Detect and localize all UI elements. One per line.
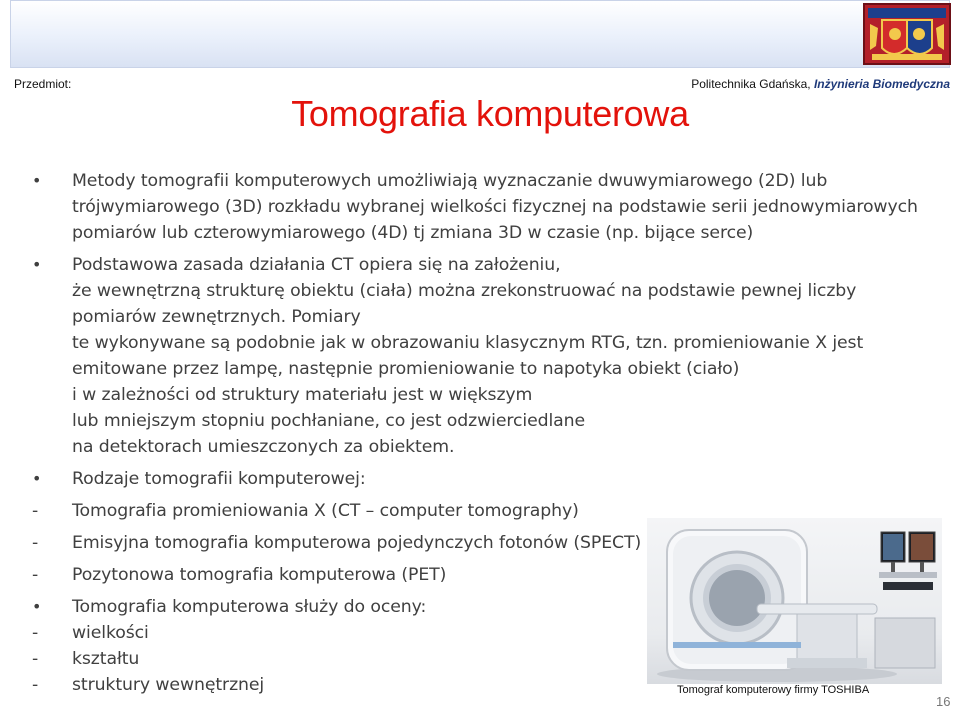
line-text: struktury wewnętrznej <box>72 675 265 695</box>
list-item <box>30 434 930 460</box>
line-text: Tomografia komputerowa służy do oceny: <box>72 597 427 617</box>
dash-mark: - <box>32 675 39 695</box>
line-text: pomiarów lub czterowymiarowego (4D) tj zmiana 3D w czasie (np. bijące serce) <box>72 223 754 243</box>
list-item <box>30 330 930 356</box>
slide-title: Tomografia komputerowa <box>291 93 689 134</box>
list-item <box>30 220 930 246</box>
line-text: lub mniejszym stopniu pochłaniane, co jest odzwierciedlane <box>72 411 586 431</box>
line-text: trójwymiarowego (3D) rozkładu wybranej wielkości fizycznej na podstawie serii jednowymiarowych <box>72 197 918 217</box>
list-item <box>30 278 930 304</box>
line-text: Metody tomografii komputerowych umożliwiają wyznaczanie dwuwymiarowego (2D) lub <box>72 171 828 191</box>
ct-scanner-photo <box>647 518 942 684</box>
faculty-name: Inżynieria Biomedyczna <box>813 77 950 91</box>
header-banner <box>10 0 950 68</box>
ct-scanner-icon <box>647 518 942 684</box>
bullet-mark: • <box>32 255 42 274</box>
university-crest-icon <box>862 2 952 66</box>
dash-mark: - <box>32 533 39 553</box>
list-item <box>30 408 930 434</box>
university-name: Politechnika Gdańska, <box>691 77 814 91</box>
list-item <box>30 304 930 330</box>
dash-mark: - <box>32 649 39 669</box>
line-text: Pozytonowa tomografia komputerowa (PET) <box>72 565 447 585</box>
page-number: 16 <box>936 694 951 709</box>
dash-mark: - <box>32 501 39 521</box>
figure-caption: Tomograf komputerowy firmy TOSHIBA <box>677 684 870 696</box>
list-item <box>30 382 930 408</box>
list-item <box>30 356 930 382</box>
dash-mark: - <box>32 623 39 643</box>
subject-label: Przedmiot: <box>14 77 72 91</box>
dash-mark: - <box>32 565 39 585</box>
list-item <box>30 168 930 194</box>
list-item <box>30 252 930 278</box>
bullet-mark: • <box>32 597 42 616</box>
bullet-mark: • <box>32 469 42 488</box>
line-text: że wewnętrzną strukturę obiektu (ciała) można zrekonstruować na podstawie pewnej liczby <box>72 281 857 301</box>
university-label <box>691 77 950 91</box>
line-text: Emisyjna tomografia komputerowa pojedynczych fotonów (SPECT) <box>72 533 642 553</box>
line-text: Podstawowa zasada działania CT opiera się na założeniu, <box>72 255 561 275</box>
line-text: wielkości <box>72 623 149 643</box>
bullet-mark: • <box>32 171 42 190</box>
line-text: na detektorach umieszczonych za obiektem. <box>72 437 455 457</box>
list-item <box>30 194 930 220</box>
line-text: Tomografia promieniowania X (CT – computer tomography) <box>72 501 579 521</box>
line-text: emitowane przez lampę, następnie promieniowanie to napotyka obiekt (ciało) <box>72 359 740 379</box>
line-text: Rodzaje tomografii komputerowej: <box>72 469 366 489</box>
list-item <box>30 466 930 492</box>
line-text: i w zależności od struktury materiału jest w większym <box>72 385 533 405</box>
line-text: te wykonywane są podobnie jak w obrazowaniu klasycznym RTG, tzn. promieniowanie X jest <box>72 333 864 353</box>
line-text: kształtu <box>72 649 140 669</box>
line-text: pomiarów zewnętrznych. Pomiary <box>72 307 361 327</box>
